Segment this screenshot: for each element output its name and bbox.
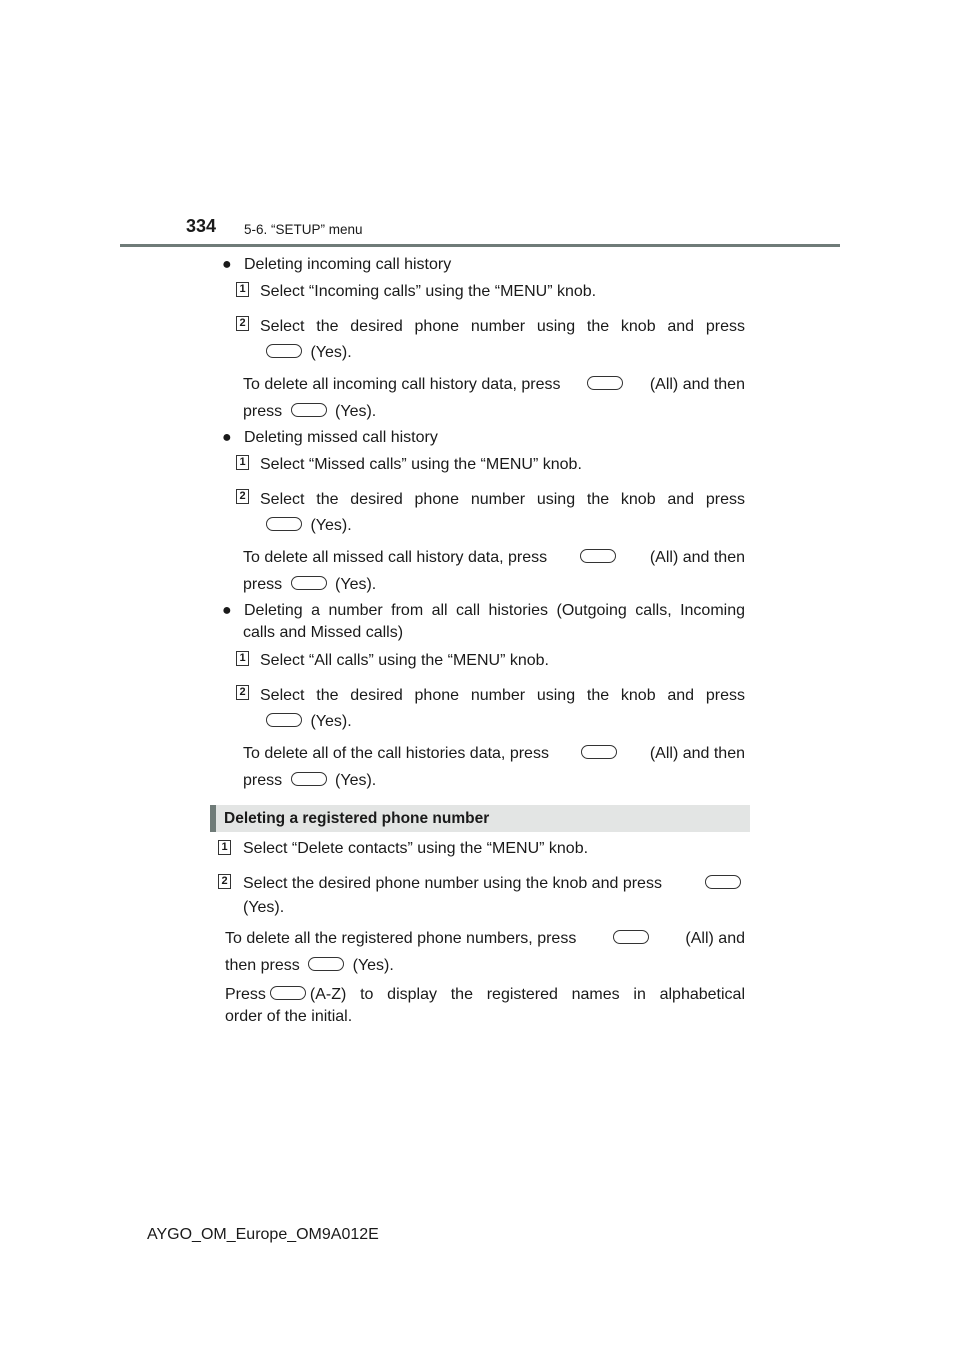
step-number-1: 1 <box>236 282 249 297</box>
bullet-all <box>222 601 745 621</box>
step-number-2: 2 <box>218 874 231 889</box>
step-number-2: 2 <box>236 316 249 331</box>
bullet-text-cont: calls and Missed calls) <box>243 624 404 641</box>
section-heading-bar <box>210 805 750 832</box>
delete-all-text: To delete all missed call history data, press <box>243 549 548 566</box>
header-rule <box>120 244 840 247</box>
yes-text: (Yes). <box>310 517 352 534</box>
step-text: Select “Incoming calls” using the “MENU” knob. <box>260 283 597 300</box>
step-text-line <box>243 874 745 894</box>
yes-button-icon <box>291 772 327 786</box>
step-text: Select the desired phone number using the knob and press <box>260 491 745 508</box>
yes-line <box>262 343 352 363</box>
section-label: 5-6. “SETUP” menu <box>244 222 363 237</box>
yes-line <box>262 712 352 732</box>
press-text: press <box>243 772 283 789</box>
step-number-1: 1 <box>236 455 249 470</box>
step-text: Select the desired phone number using the knob and press <box>260 318 745 335</box>
section-heading: Deleting a registered phone number <box>224 810 490 827</box>
then-press-text: then press <box>225 957 300 974</box>
yes-text: (Yes). <box>335 576 377 593</box>
press-text: press <box>243 576 283 593</box>
yes-button-icon <box>308 957 344 971</box>
delete-all-text: To delete all incoming call history data, press <box>243 376 561 393</box>
yes-button-icon <box>266 344 302 358</box>
step-text: Select “Missed calls” using the “MENU” knob. <box>260 456 582 473</box>
all-text: (All) and then <box>649 745 745 762</box>
delete-all-text: To delete all the registered phone numbers, press <box>225 930 577 947</box>
step-text: Select “Delete contacts” using the “MENU” knob. <box>243 840 589 857</box>
step-number-1: 1 <box>236 651 249 666</box>
press-text: Press <box>225 986 266 1003</box>
all-text: (All) and <box>685 930 745 947</box>
yes-text: (Yes). <box>352 957 394 974</box>
bullet-incoming <box>222 255 451 275</box>
yes-line <box>262 516 352 536</box>
az-button-icon <box>270 986 306 1000</box>
az-text-cont: order of the initial. <box>225 1008 353 1025</box>
bullet-text: Deleting missed call history <box>244 429 438 446</box>
doc-code: AYGO_OM_Europe_OM9A012E <box>147 1226 379 1243</box>
yes-text: (Yes). <box>243 899 285 916</box>
yes-button-icon <box>291 576 327 590</box>
bullet-text: Deleting incoming call history <box>244 256 452 273</box>
yes-text: (Yes). <box>335 772 377 789</box>
step-number-2: 2 <box>236 489 249 504</box>
yes-text: (Yes). <box>310 713 352 730</box>
press-az-line <box>225 985 745 1005</box>
yes-button-icon <box>291 403 327 417</box>
step-text: Select the desired phone number using the knob and press <box>243 875 662 892</box>
az-text: (A-Z) to display the registered names in alphabetical <box>309 986 745 1003</box>
step-number-2: 2 <box>236 685 249 700</box>
step-number-1: 1 <box>218 840 231 855</box>
page-number: 334 <box>186 216 217 236</box>
press-yes-line <box>243 402 376 422</box>
yes-button-icon <box>705 875 741 889</box>
press-text: press <box>243 403 283 420</box>
yes-text: (Yes). <box>335 403 377 420</box>
all-text: (All) and then <box>649 549 745 566</box>
yes-text: (Yes). <box>310 344 352 361</box>
delete-all-line <box>243 548 745 568</box>
all-text: (All) and then <box>649 376 745 393</box>
bullet-icon: ● <box>222 429 232 446</box>
bullet-missed <box>222 428 438 448</box>
step-text: Select the desired phone number using the knob and press <box>260 687 745 704</box>
step-text: Select “All calls” using the “MENU” knob. <box>260 652 549 669</box>
bullet-text: Deleting a number from all call histories (Outgoing calls, Incoming <box>244 602 745 619</box>
bullet-icon: ● <box>222 602 232 619</box>
yes-button-icon <box>266 517 302 531</box>
yes-button-icon <box>266 713 302 727</box>
delete-all-line <box>225 929 745 949</box>
delete-all-line <box>243 744 745 764</box>
all-button-icon <box>613 930 649 944</box>
all-button-icon <box>581 745 617 759</box>
press-yes-line <box>243 771 376 791</box>
all-button-icon <box>580 549 616 563</box>
delete-all-line <box>243 375 745 395</box>
then-press-line <box>225 956 394 976</box>
delete-all-text: To delete all of the call histories data, press <box>243 745 549 762</box>
bullet-icon: ● <box>222 256 232 273</box>
press-yes-line <box>243 575 376 595</box>
all-button-icon <box>587 376 623 390</box>
